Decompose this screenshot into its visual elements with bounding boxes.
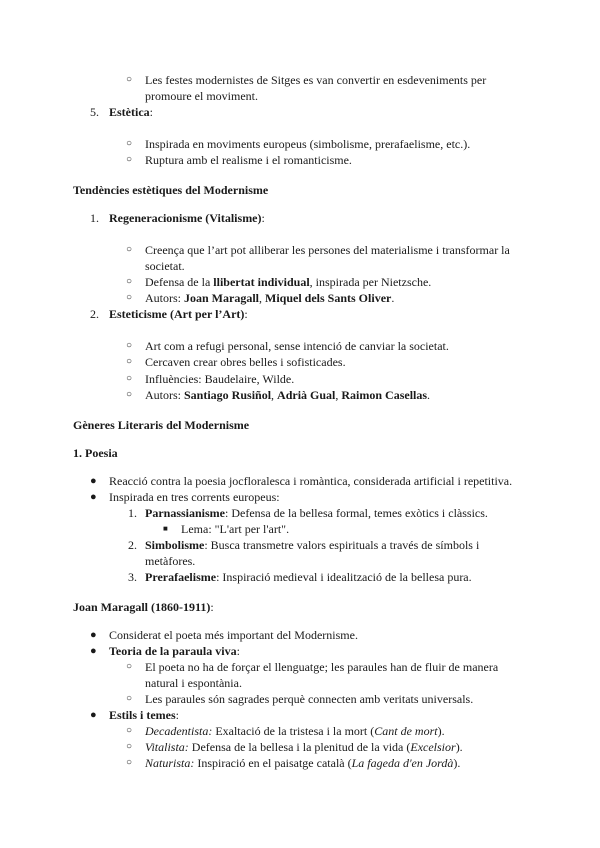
list-item: Cercaven crear obres belles i sofisticades. xyxy=(145,355,346,369)
list-number: 2. xyxy=(90,307,99,321)
circle-bullet-icon: ○ xyxy=(126,276,133,287)
circle-bullet-icon: ○ xyxy=(126,661,133,672)
work-title: Cant de mort xyxy=(374,724,438,738)
list-number: 1. xyxy=(128,506,137,520)
style-label: Decadentista: xyxy=(145,724,213,738)
author-name: Raimon Casellas xyxy=(341,388,428,402)
text: : Inspiració medieval i idealització de la bellesa pura. xyxy=(216,570,472,584)
circle-bullet-icon: ○ xyxy=(126,693,133,704)
circle-bullet-icon: ○ xyxy=(126,244,133,255)
disc-bullet-icon: ● xyxy=(90,709,97,721)
list-number: 2. xyxy=(128,538,137,552)
text: Inspiració en el paisatge català ( xyxy=(194,756,352,770)
list-item: Influències: Baudelaire, Wilde. xyxy=(145,372,295,386)
bold-text: llibertat individual xyxy=(213,275,310,289)
text: : Busca transmetre valors espirituals a través de símbols i xyxy=(204,538,480,552)
list-item: Lema: "L'art per l'art". xyxy=(181,522,290,536)
text: Autors: xyxy=(145,388,184,402)
circle-bullet-icon: ○ xyxy=(126,74,133,85)
list-item: Les paraules són sagrades perquè connecten amb veritats universals. xyxy=(145,692,474,706)
list-number: 5. xyxy=(90,105,99,119)
list-item xyxy=(145,505,488,521)
subsection-heading: 1. Poesia xyxy=(73,446,118,460)
author-name: Santiago Rusiñol xyxy=(184,388,272,402)
list-item xyxy=(145,569,472,585)
style-label: Naturista: xyxy=(145,756,195,770)
disc-bullet-icon: ● xyxy=(90,645,97,657)
list-item: societat. xyxy=(145,259,185,273)
text: Defensa de la xyxy=(145,275,214,289)
list-item: Inspirada en moviments europeus (simbolisme, prerafaelisme, etc.). xyxy=(145,137,471,151)
text: ). xyxy=(437,724,445,738)
list-item: Esteticisme (Art per l’Art): xyxy=(109,307,248,321)
circle-bullet-icon: ○ xyxy=(126,356,133,367)
list-item: natural i espontània. xyxy=(145,676,242,690)
subsection-heading: Joan Maragall (1860-1911): xyxy=(73,600,214,614)
list-item: Regeneracionisme (Vitalisme): xyxy=(109,211,265,225)
list-item xyxy=(145,755,460,771)
style-label: Vitalista: xyxy=(145,740,189,754)
work-title: Excelsior xyxy=(410,740,456,754)
list-item: Considerat el poeta més important del Modernisme. xyxy=(109,628,358,642)
disc-bullet-icon: ● xyxy=(90,475,97,487)
list-item: Autors: Joan Maragall, Miquel dels Sants Oliver. xyxy=(145,291,395,305)
pref-label: Prerafaelisme xyxy=(145,570,217,584)
author-name: Joan Maragall xyxy=(184,291,259,305)
list-item: Estils i temes: xyxy=(109,708,179,722)
text: Defensa de la bellesa i la plenitud de la vida ( xyxy=(188,740,411,754)
circle-bullet-icon: ○ xyxy=(126,373,133,384)
text: Exaltació de la tristesa i la mort ( xyxy=(212,724,375,738)
circle-bullet-icon: ○ xyxy=(126,725,133,736)
list-item: El poeta no ha de forçar el llenguatge; les paraules han de fluir de manera xyxy=(145,660,499,674)
list-item xyxy=(145,274,431,290)
list-item: Autors: Santiago Rusiñol, Adrià Gual, Raimon Casellas. xyxy=(145,388,431,402)
regen-label: Regeneracionisme (Vitalisme) xyxy=(109,211,262,225)
circle-bullet-icon: ○ xyxy=(126,340,133,351)
list-item xyxy=(145,739,463,755)
text: ). xyxy=(455,740,463,754)
teoria-label: Teoria de la paraula viva xyxy=(109,644,237,658)
list-item: Reacció contra la poesia jocfloralesca i romàntica, considerada artificial i repetitiva. xyxy=(109,474,513,488)
list-item xyxy=(145,723,445,739)
circle-bullet-icon: ○ xyxy=(126,138,133,149)
disc-bullet-icon: ● xyxy=(90,629,97,641)
estet-label: Esteticisme (Art per l’Art) xyxy=(109,307,245,321)
text: , inspirada per Nietzsche. xyxy=(309,275,432,289)
text: Autors: xyxy=(145,291,184,305)
circle-bullet-icon: ○ xyxy=(126,292,133,303)
list-item: Creença que l’art pot alliberar les persones del materialisme i transformar la xyxy=(145,243,510,257)
list-item: Inspirada en tres corrents europeus: xyxy=(109,490,280,504)
list-number: 3. xyxy=(128,570,137,584)
text: : Defensa de la bellesa formal, temes exòtics i clàssics. xyxy=(225,506,488,520)
list-item: Teoria de la paraula viva: xyxy=(109,644,240,658)
list-item: promoure el moviment. xyxy=(145,89,258,103)
disc-bullet-icon: ● xyxy=(90,491,97,503)
square-bullet-icon: ■ xyxy=(163,524,168,533)
estils-label: Estils i temes xyxy=(109,708,176,722)
section-heading: Tendències estètiques del Modernisme xyxy=(73,183,269,197)
author-name: Miquel dels Sants Oliver xyxy=(265,291,392,305)
list-number: 1. xyxy=(90,211,99,225)
estetica-label: Estètica xyxy=(109,105,150,119)
list-item: Ruptura amb el realisme i el romanticisme. xyxy=(145,153,352,167)
list-item xyxy=(145,537,479,553)
list-item: Art com a refugi personal, sense intenció de canviar la societat. xyxy=(145,339,449,353)
work-title: La fageda d'en Jordà xyxy=(351,756,454,770)
author-name: Adrià Gual xyxy=(277,388,336,402)
list-item: metàfores. xyxy=(145,554,196,568)
maragall-heading: Joan Maragall (1860-1911) xyxy=(73,600,211,614)
list-item: Les festes modernistes de Sitges es van convertir en esdeveniments per xyxy=(145,73,487,87)
circle-bullet-icon: ○ xyxy=(126,154,133,165)
simb-label: Simbolisme xyxy=(145,538,205,552)
section-heading: Gèneres Literaris del Modernisme xyxy=(73,418,250,432)
text: ). xyxy=(453,756,461,770)
circle-bullet-icon: ○ xyxy=(126,389,133,400)
parn-label: Parnassianisme xyxy=(145,506,226,520)
circle-bullet-icon: ○ xyxy=(126,757,133,768)
list-item: Estètica: xyxy=(109,105,153,119)
circle-bullet-icon: ○ xyxy=(126,741,133,752)
